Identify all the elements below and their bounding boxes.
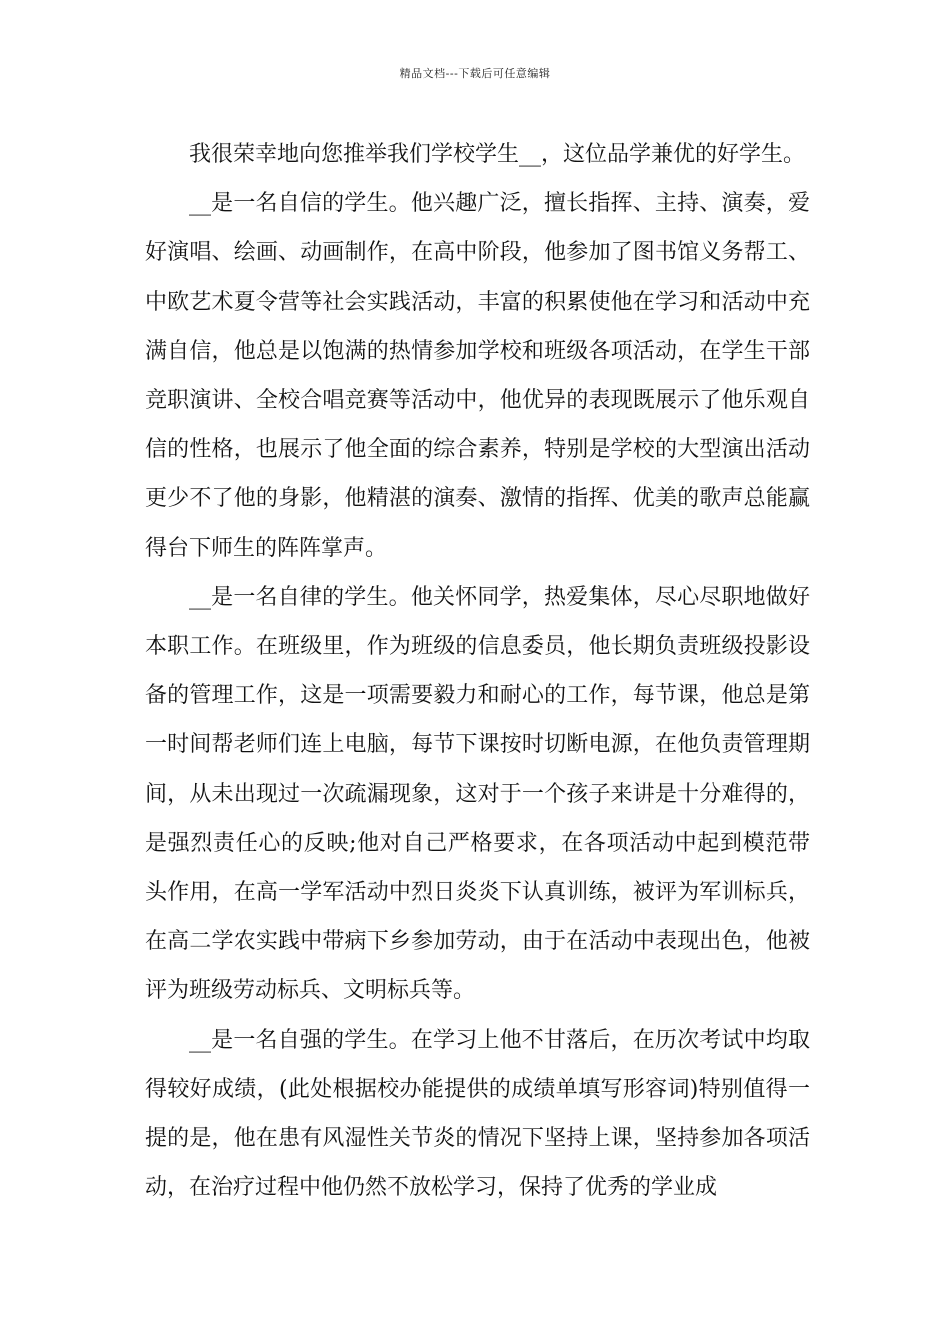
paragraph-self-improving: __是一名自强的学生。在学习上他不甘落后，在历次考试中均取得较好成绩，(此处根据校办能提供的成绩单填写形容词)特别值得一提的是，他在患有风湿性关节炎的情况下坚持上课，坚持参加各项活动，在治疗过程中他仍然不放松学习，保持了优秀的学业成 [145, 1027, 810, 1201]
document-body [145, 130, 810, 1212]
paragraph-disciplined: __是一名自律的学生。他关怀同学，热爱集体，尽心尽职地做好本职工作。在班级里，作为班级的信息委员，他长期负责班级投影设备的管理工作，这是一项需要毅力和耐心的工作，每节课，他总是第一时间帮老师们连上电脑，每节下课按时切断电源，在他负责管理期间，从未出现过一次疏漏现象，这对于一个孩子来讲是十分难得的，是强烈责任心的反映;他对自己严格要求，在各项活动中起到模范带头作用，在高一学军活动中烈日炎炎下认真训练，被评为军训标兵，在高二学农实践中带病下乡参加劳动，由于在活动中表现出色，他被评为班级劳动标兵、文明标兵等。 [145, 584, 810, 1004]
paragraph-confident: __是一名自信的学生。他兴趣广泛，擅长指挥、主持、演奏，爱好演唱、绘画、动画制作，在高中阶段，他参加了图书馆义务帮工、中欧艺术夏令营等社会实践活动，丰富的积累使他在学习和活动中充满自信，他总是以饱满的热情参加学校和班级各项活动，在学生干部竞职演讲、全校合唱竞赛等活动中，他优异的表现既展示了他乐观自信的性格，也展示了他全面的综合素养，特别是学校的大型演出活动更少不了他的身影，他精湛的演奏、激情的指挥、优美的歌声总能赢得台下师生的阵阵掌声。 [145, 191, 810, 561]
page-header: 精品文档---下载后可任意编辑 [399, 67, 551, 80]
paragraph-intro: 我很荣幸地向您推举我们学校学生__，这位品学兼优的好学生。 [189, 142, 806, 167]
